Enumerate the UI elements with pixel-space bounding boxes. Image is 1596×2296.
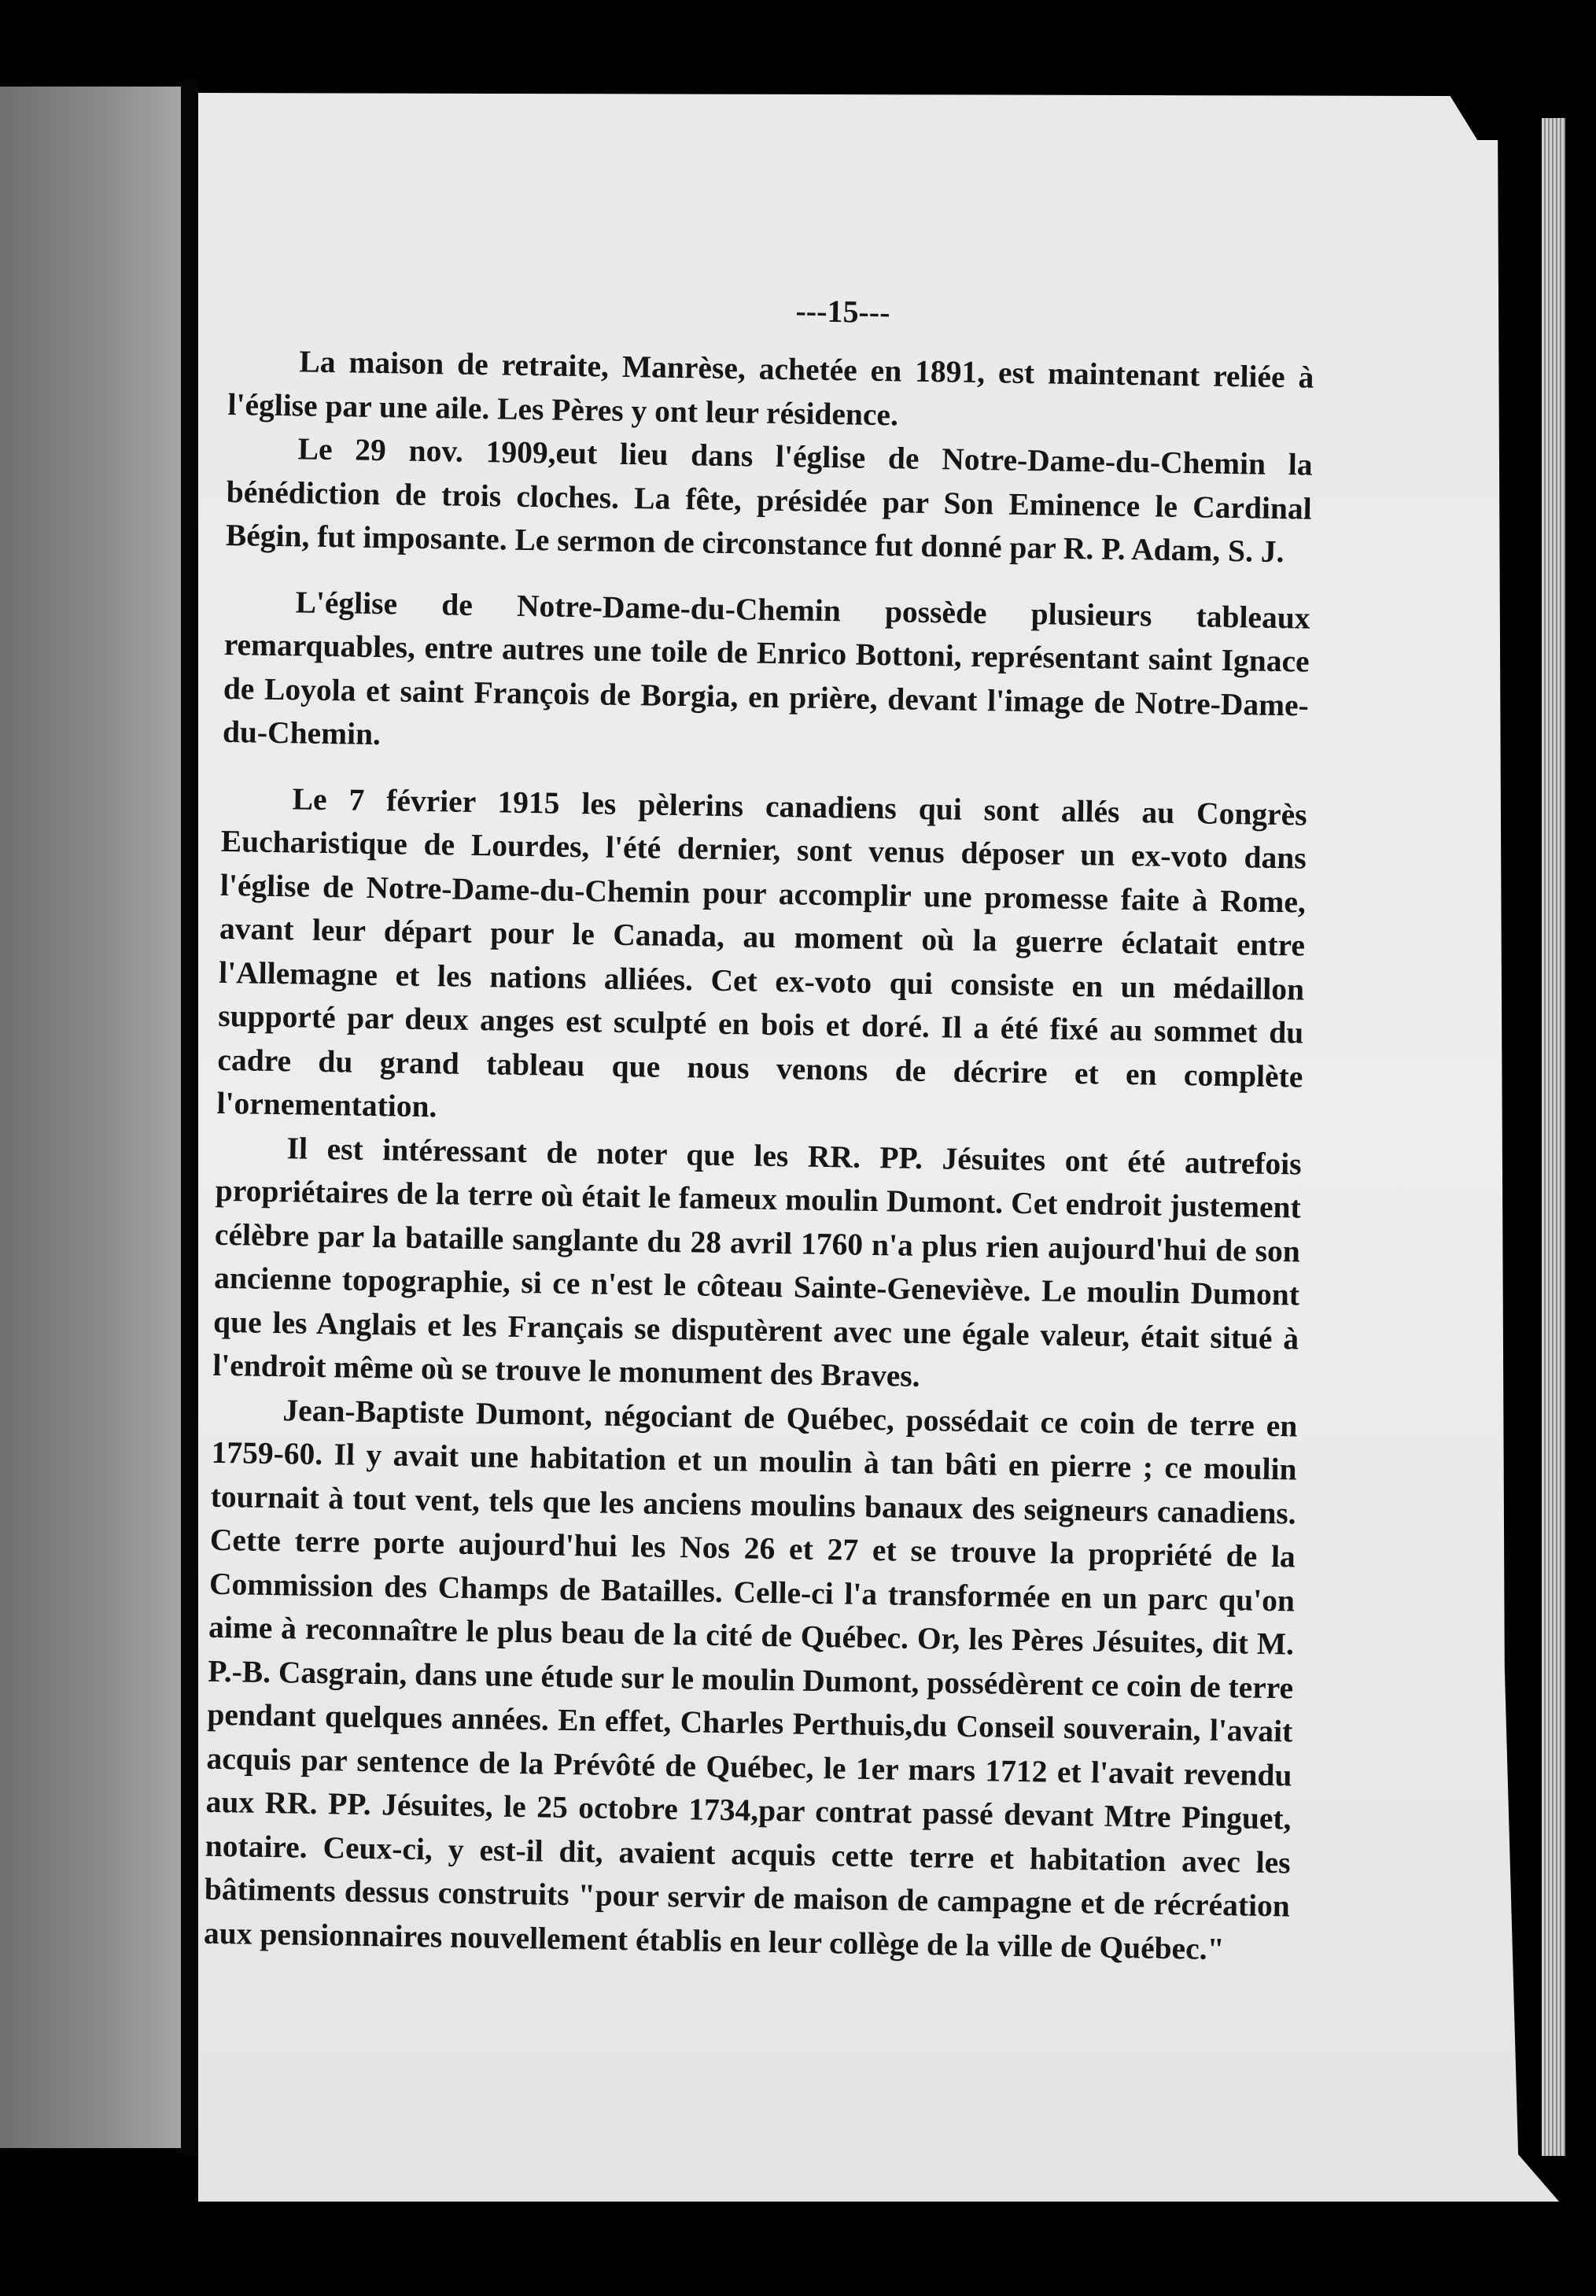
paragraph-tableaux: L'église de Notre-Dame-du-Chemin possède plusieurs tableaux remarquables, entre autres une toile de Enrico Bottoni, représentant saint Ignace de Loyola et saint François de Borgia, en prière, devant l'image de Notre-Dame-du-Chemin. [222, 584, 1310, 752]
paragraph-ex-voto: Le 7 février 1915 les pèlerins canadiens qui sont allés au Congrès Eucharistique de Lourdes, l'été dernier, sont venus déposer un ex-voto dans l'église de Notre-Dame-du-Chemin pour accomplir une promesse faite à Rome, avant leur départ pour le Canada, au moment où la guerre éclatait entre l'Allemagne et les nations alliées. Cet ex-voto qui consiste en un médaillon supporté par deux anges est sculpté en bois et doré. Il a été fixé au sommet du cadre du grand tableau que nous venons de décrire et en complète l'ornementation. [216, 781, 1307, 1124]
paragraph-manrese: La maison de retraite, Manrèse, achetée en 1891, est maintenant reliée à l'église par une aile. Les Pères y ont leur résidence. [227, 344, 1314, 432]
facing-page-edge [0, 87, 181, 2148]
paragraph-cloches: Le 29 nov. 1909,eut lieu dans l'église de Notre-Dame-du-Chemin la bénédiction de trois cloches. La fête, présidée par Son Eminence le Cardinal Bégin, fut imposante. Le sermon de circonstance fut donné par R. P. Adam, S. J. [225, 431, 1313, 570]
page-number: ---15--- [795, 293, 890, 330]
book-gutter [181, 79, 198, 2156]
page-content [204, 283, 1315, 1972]
paragraph-jean-baptiste-dumont: Jean-Baptiste Dumont, négociant de Québec, possédait ce coin de terre en 1759-60. Il y avait une habitation et un moulin à tan bâti en pierre ; ce moulin tournait à tout vent, tels que les anciens moulins banaux des seigneurs canadiens. Cette terre porte aujourd'hui les Nos 26 et 27 et se trouve la propriété de la Commission des Champs de Batailles. Celle-ci l'a transformée en un parc qu'on aime à reconnaître le plus beau de la cité de Québec. Or, les Pères Jésuites, dit M. P.-B. Casgrain, dans une étude sur le moulin Dumont, possédèrent ce coin de terre pendant quelques années. En effet, Charles Perthuis,du Conseil souverain, l'avait acquis par sentence de la Prévôté de Québec, le 1er mars 1712 et l'avait revendu aux RR. PP. Jésuites, le 25 octobre 1734,par contrat passé devant Mtre Pinguet, notaire. Ceux-ci, y est-il dit, avaient acquis cette terre et habitation avec les bâtiments dessus construits "pour servir de maison de campagne et de récréation aux pensionnaires nouvellement établis en leur collège de la ville de Québec." [203, 1392, 1298, 1966]
paragraph-moulin-dumont: Il est intéressant de noter que les RR. PP. Jésuites ont été autrefois propriétaires de la terre où était le fameux moulin Dumont. Cet endroit justement célèbre par la bataille sanglante du 28 avril 1760 n'a plus rien aujourd'hui de son ancienne topographie, si ce n'est le côteau Sainte-Geneviève. Le moulin Dumont que les Anglais et les Français se disputèrent avec une égale valeur, était situé à l'endroit même où se trouve le monument des Braves. [212, 1130, 1302, 1393]
page-stack-edge [1542, 118, 1565, 2156]
